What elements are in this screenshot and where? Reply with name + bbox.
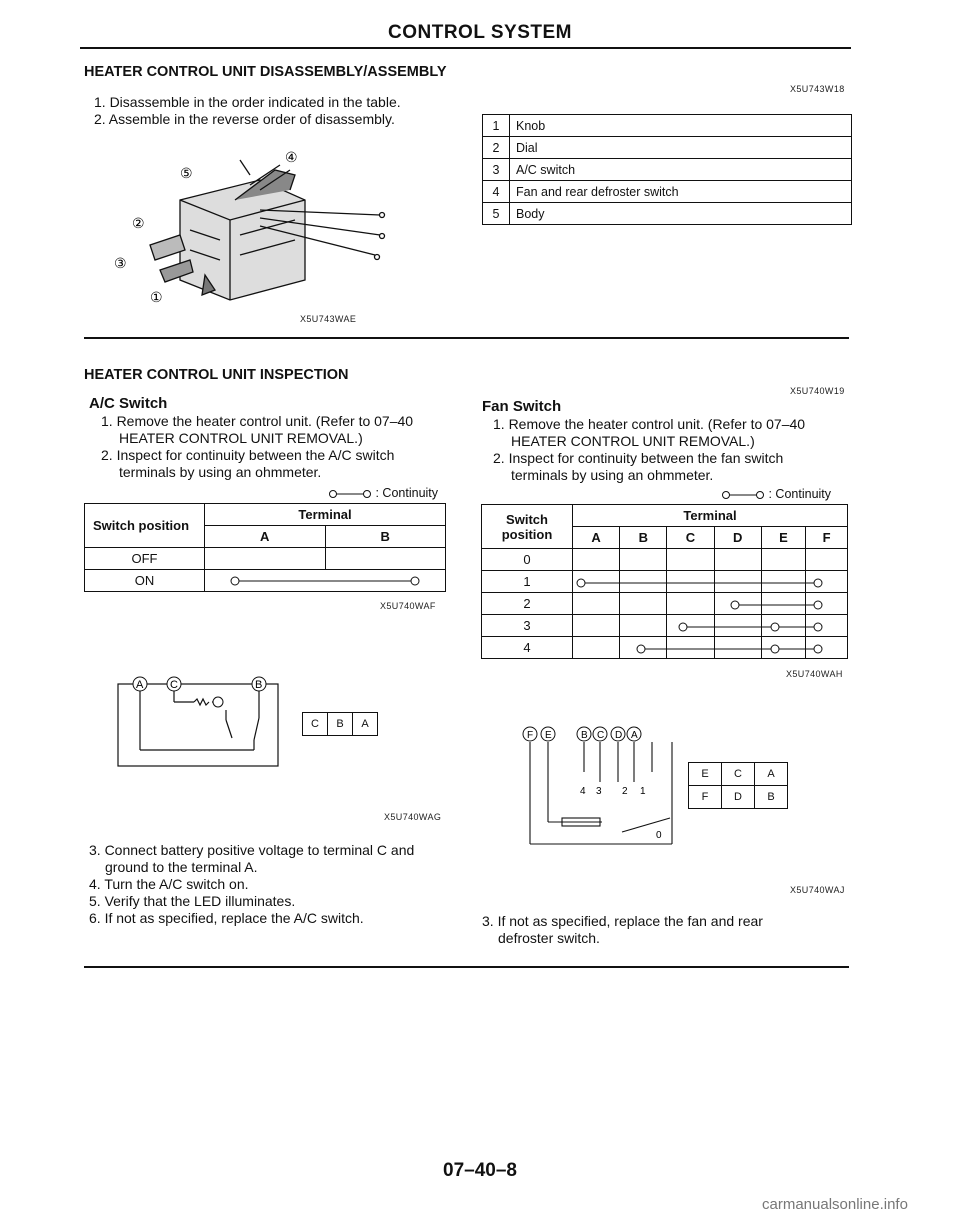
parts-row bbox=[483, 181, 852, 203]
ac-on-continuity-mark bbox=[205, 574, 445, 588]
page-header-title: CONTROL SYSTEM bbox=[388, 22, 572, 43]
disassembly-step-2: 2. Assemble in the reverse order of disassembly. bbox=[94, 111, 395, 127]
fan-diagram-label-d: D bbox=[615, 730, 623, 741]
ac-diagram-label-a: A bbox=[136, 679, 144, 691]
table-row bbox=[85, 548, 446, 570]
ac-col-switch-position: Switch position bbox=[85, 504, 205, 548]
ac-row-off: OFF bbox=[85, 548, 205, 570]
fan-diagram-label-a: A bbox=[631, 730, 638, 741]
part-name: Fan and rear defroster switch bbox=[510, 181, 852, 203]
fan-pos-label-3: 3 bbox=[596, 786, 602, 797]
ac-col-terminal-a: A bbox=[205, 526, 326, 548]
ac-row-on: ON bbox=[85, 570, 205, 592]
section-divider bbox=[84, 337, 849, 339]
part-name: Dial bbox=[510, 137, 852, 159]
part-number: 2 bbox=[483, 137, 510, 159]
callout-1: ① bbox=[150, 289, 163, 305]
page-number: 07–40–8 bbox=[443, 1160, 517, 1181]
fan-connector-pin-f: F bbox=[689, 786, 722, 809]
fan-step-2: 2. Inspect for continuity between the fan switch bbox=[493, 450, 784, 466]
callout-3: ③ bbox=[114, 255, 127, 271]
ac-connector-pin-c: C bbox=[303, 713, 328, 736]
fan-step-3b: defroster switch. bbox=[498, 930, 600, 946]
ac-connector bbox=[302, 712, 378, 736]
continuity-legend-text: : Continuity bbox=[375, 486, 439, 500]
callout-4: ④ bbox=[285, 149, 298, 165]
continuity-symbol-icon bbox=[721, 490, 765, 500]
ac-step-2b: terminals by using an ohmmeter. bbox=[119, 464, 322, 480]
fan-pos-label-0: 0 bbox=[656, 830, 662, 841]
ac-continuity-legend bbox=[328, 486, 438, 500]
parts-table bbox=[482, 114, 852, 225]
ac-step-6: 6. If not as specified, replace the A/C switch. bbox=[89, 910, 364, 926]
fan-row-3: 3 bbox=[482, 615, 573, 637]
ac-step-3: 3. Connect battery positive voltage to terminal C and bbox=[89, 842, 415, 858]
fan-row-1: 1 bbox=[482, 571, 573, 593]
fan-row-2: 2 bbox=[482, 593, 573, 615]
fan-connector-pin-b: B bbox=[755, 786, 788, 809]
fan-diagram-label-c: C bbox=[597, 730, 605, 741]
ac-wiring-diagram bbox=[114, 670, 284, 770]
part-number: 3 bbox=[483, 159, 510, 181]
part-number: 1 bbox=[483, 115, 510, 137]
fan-col-d: D bbox=[714, 527, 761, 549]
callout-5: ⑤ bbox=[180, 165, 193, 181]
fan-connector-pin-c: C bbox=[722, 763, 755, 786]
fan-connector-pin-d: D bbox=[722, 786, 755, 809]
disassembly-title: HEATER CONTROL UNIT DISASSEMBLY/ASSEMBLY bbox=[84, 64, 447, 80]
parts-row bbox=[483, 137, 852, 159]
ac-step-2: 2. Inspect for continuity between the A/C switch bbox=[101, 447, 395, 463]
continuity-symbol-icon bbox=[328, 489, 372, 499]
fan-continuity-marks bbox=[481, 504, 848, 662]
footer-rule bbox=[84, 966, 849, 968]
fan-table-code: X5U740WAH bbox=[786, 669, 843, 679]
ac-col-terminal-b: B bbox=[325, 526, 446, 548]
fan-col-e: E bbox=[761, 527, 805, 549]
fan-col-f: F bbox=[806, 527, 848, 549]
ac-switch-title: A/C Switch bbox=[89, 395, 168, 412]
fan-col-terminal: Terminal bbox=[573, 505, 848, 527]
part-name: Knob bbox=[510, 115, 852, 137]
fan-connector bbox=[688, 762, 788, 809]
fan-wiring-diagram bbox=[522, 722, 682, 852]
ac-step-1: 1. Remove the heater control unit. (Refer to 07–40 bbox=[101, 413, 414, 429]
part-number: 4 bbox=[483, 181, 510, 203]
ac-step-1b: HEATER CONTROL UNIT REMOVAL.) bbox=[119, 430, 363, 446]
ac-step-3b: ground to the terminal A. bbox=[105, 859, 258, 875]
ac-continuity-table bbox=[84, 503, 446, 592]
fan-row-4: 4 bbox=[482, 637, 573, 659]
fan-col-b: B bbox=[620, 527, 667, 549]
ac-diagram-label-c: C bbox=[170, 679, 178, 691]
header-rule bbox=[80, 47, 851, 49]
disassembly-figure-code: X5U743WAE bbox=[300, 314, 357, 324]
parts-row bbox=[483, 115, 852, 137]
ac-step-4: 4. Turn the A/C switch on. bbox=[89, 876, 249, 892]
fan-connector-pin-e: E bbox=[689, 763, 722, 786]
fan-step-3: 3. If not as specified, replace the fan and rear bbox=[482, 913, 763, 929]
fan-diagram-label-e: E bbox=[545, 730, 552, 741]
fan-col-switch-position: Switch position bbox=[482, 505, 573, 549]
ac-connector-pin-b: B bbox=[328, 713, 353, 736]
fan-diagram-label-b: B bbox=[581, 730, 588, 741]
parts-row bbox=[483, 159, 852, 181]
fan-step-1b: HEATER CONTROL UNIT REMOVAL.) bbox=[511, 433, 755, 449]
watermark: carmanualsonline.info bbox=[762, 1196, 908, 1213]
fan-switch-title: Fan Switch bbox=[482, 398, 562, 415]
ac-diagram-label-b: B bbox=[255, 679, 263, 691]
inspection-code: X5U740W19 bbox=[790, 386, 845, 396]
fan-continuity-table bbox=[481, 504, 848, 662]
ac-table-code: X5U740WAF bbox=[380, 601, 436, 611]
fan-col-c: C bbox=[667, 527, 714, 549]
ac-diagram-code: X5U740WAG bbox=[384, 812, 442, 822]
part-number: 5 bbox=[483, 203, 510, 225]
fan-connector-pin-a: A bbox=[755, 763, 788, 786]
table-row bbox=[85, 570, 446, 592]
fan-col-a: A bbox=[573, 527, 620, 549]
fan-pos-label-2: 2 bbox=[622, 786, 628, 797]
disassembly-step-1: 1. Disassemble in the order indicated in the table. bbox=[94, 94, 401, 110]
exploded-view-illustration bbox=[110, 140, 400, 310]
parts-row bbox=[483, 203, 852, 225]
part-name: A/C switch bbox=[510, 159, 852, 181]
callout-2: ② bbox=[132, 215, 145, 231]
fan-step-1: 1. Remove the heater control unit. (Refer to 07–40 bbox=[493, 416, 806, 432]
ac-connector-pin-a: A bbox=[353, 713, 378, 736]
fan-diagram-code: X5U740WAJ bbox=[790, 885, 845, 895]
ac-col-terminal: Terminal bbox=[205, 504, 446, 526]
continuity-legend-text: : Continuity bbox=[768, 487, 832, 501]
ac-step-5: 5. Verify that the LED illuminates. bbox=[89, 893, 296, 909]
fan-diagram-label-f: F bbox=[527, 730, 534, 741]
fan-row-0: 0 bbox=[482, 549, 573, 571]
fan-step-2b: terminals by using an ohmmeter. bbox=[511, 467, 714, 483]
fan-pos-label-1: 1 bbox=[640, 786, 646, 797]
fan-pos-label-4: 4 bbox=[580, 786, 586, 797]
fan-continuity-legend bbox=[721, 487, 831, 501]
disassembly-table-code: X5U743W18 bbox=[790, 84, 845, 94]
part-name: Body bbox=[510, 203, 852, 225]
inspection-title: HEATER CONTROL UNIT INSPECTION bbox=[84, 367, 349, 383]
